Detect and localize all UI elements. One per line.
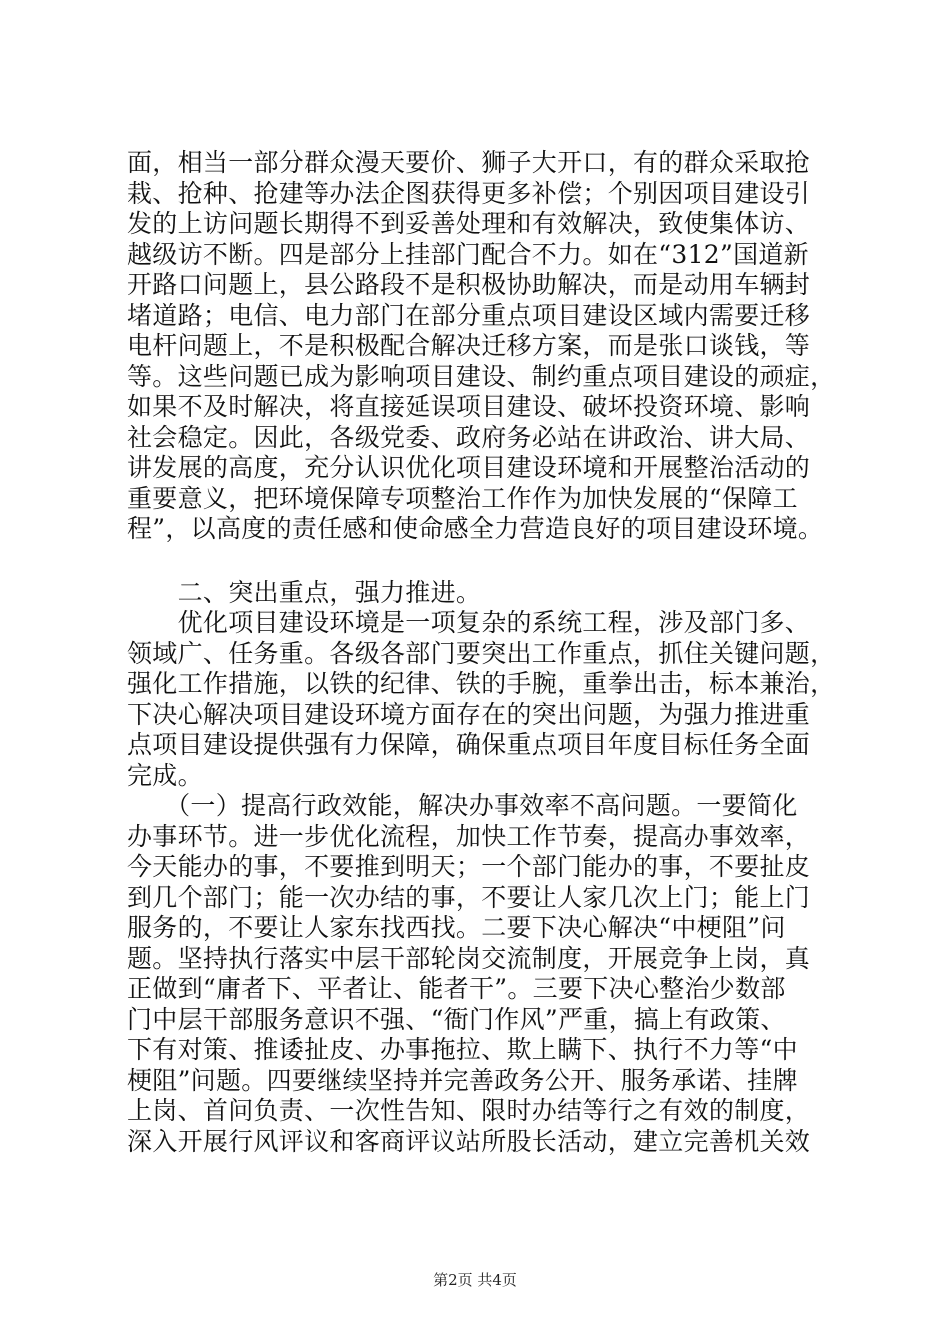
text-line: 深入开展行风评议和客商评议站所股长活动，建立完善机关效 bbox=[127, 1126, 811, 1156]
text-line: 下决心解决项目建设环境方面存在的突出问题，为强力推进重 bbox=[127, 699, 811, 729]
text-line: 领域广、任务重。各级各部门要突出工作重点，抓住关键问题， bbox=[127, 638, 836, 668]
page-number-footer: 第2页 共4页 bbox=[433, 1271, 517, 1289]
text-line: 社会稳定。因此，各级党委、政府务必站在讲政治、讲大局、 bbox=[127, 422, 811, 452]
text-line: 梗阻”问题。四要继续坚持并完善政务公开、服务承诺、挂牌 bbox=[127, 1065, 798, 1095]
text-line: 程”，以高度的责任感和使命感全力营造良好的项目建设环境。 bbox=[127, 514, 824, 543]
text-line: 题。坚持执行落实中层干部轮岗交流制度，开展竞争上岗，真 bbox=[127, 943, 811, 973]
text-line: 优化项目建设环境是一项复杂的系统工程，涉及部门多、 bbox=[127, 608, 811, 637]
text-line: 下有对策、推诿扯皮、办事拖拉、欺上瞒下、执行不力等“中 bbox=[127, 1035, 798, 1064]
text-line: 等。这些问题已成为影响项目建设、制约重点项目建设的顽症， bbox=[127, 361, 836, 391]
text-line: 强化工作措施，以铁的纪律、铁的手腕，重拳出击，标本兼治， bbox=[127, 669, 836, 698]
text-line: 办事环节。进一步优化流程，加快工作节奏，提高办事效率， bbox=[127, 821, 811, 851]
paragraph-gap bbox=[127, 545, 827, 578]
text-line: 正做到“庸者下、平者让、能者干”。三要下决心整治少数部 bbox=[127, 974, 786, 1003]
text-line: 开路口问题上，县公路段不是积极协助解决，而是动用车辆封 bbox=[127, 270, 811, 299]
paragraph-block-top bbox=[127, 148, 836, 545]
text-line: 堵道路；电信、电力部门在部分重点项目建设区域内需要迁移 bbox=[127, 300, 811, 330]
text-line: 服务的，不要让人家东找西找。二要下决心解决“中梗阻”问 bbox=[127, 913, 786, 942]
subsection-line: （一）提高行政效能，解决办事效率不高问题。一要简化 bbox=[127, 791, 798, 820]
text-line: 上岗、首问负责、一次性告知、限时办结等行之有效的制度， bbox=[127, 1096, 811, 1125]
text-line: 完成。 bbox=[127, 760, 203, 790]
section-heading: 二、突出重点，强力推进。 bbox=[127, 577, 482, 607]
text-line: 如果不及时解决，将直接延误项目建设、破坏投资环境、影响 bbox=[127, 392, 811, 421]
document-body bbox=[127, 148, 836, 1157]
text-line: 到几个部门；能一次办结的事，不要让人家几次上门；能上门 bbox=[127, 882, 811, 912]
text-line: 重要意义，把环境保障专项整治工作作为加快发展的“保障工 bbox=[127, 483, 798, 513]
text-line: 点项目建设提供强有力保障，确保重点项目年度目标任务全面 bbox=[127, 730, 811, 759]
paragraph-block-bottom bbox=[127, 577, 836, 1158]
text-line: 讲发展的高度，充分认识优化项目建设环境和开展整治活动的 bbox=[127, 453, 811, 482]
text-line: 电杆问题上，不是积极配合解决迁移方案，而是张口谈钱，等 bbox=[127, 331, 811, 360]
text-line: 面，相当一部分群众漫天要价、狮子大开口，有的群众采取抢 bbox=[127, 148, 811, 177]
text-line: 今天能办的事，不要推到明天；一个部门能办的事，不要扯皮 bbox=[127, 852, 811, 881]
text-line: 越级访不断。四是部分上挂部门配合不力。如在“312”国道新 bbox=[127, 239, 809, 269]
text-line: 门中层干部服务意识不强、“衙门作风”严重，搞上有政策、 bbox=[127, 1004, 786, 1034]
text-line: 栽、抢种、抢建等办法企图获得更多补偿；个别因项目建设引 bbox=[127, 178, 811, 208]
text-line: 发的上访问题长期得不到妥善处理和有效解决，致使集体访、 bbox=[127, 209, 811, 238]
